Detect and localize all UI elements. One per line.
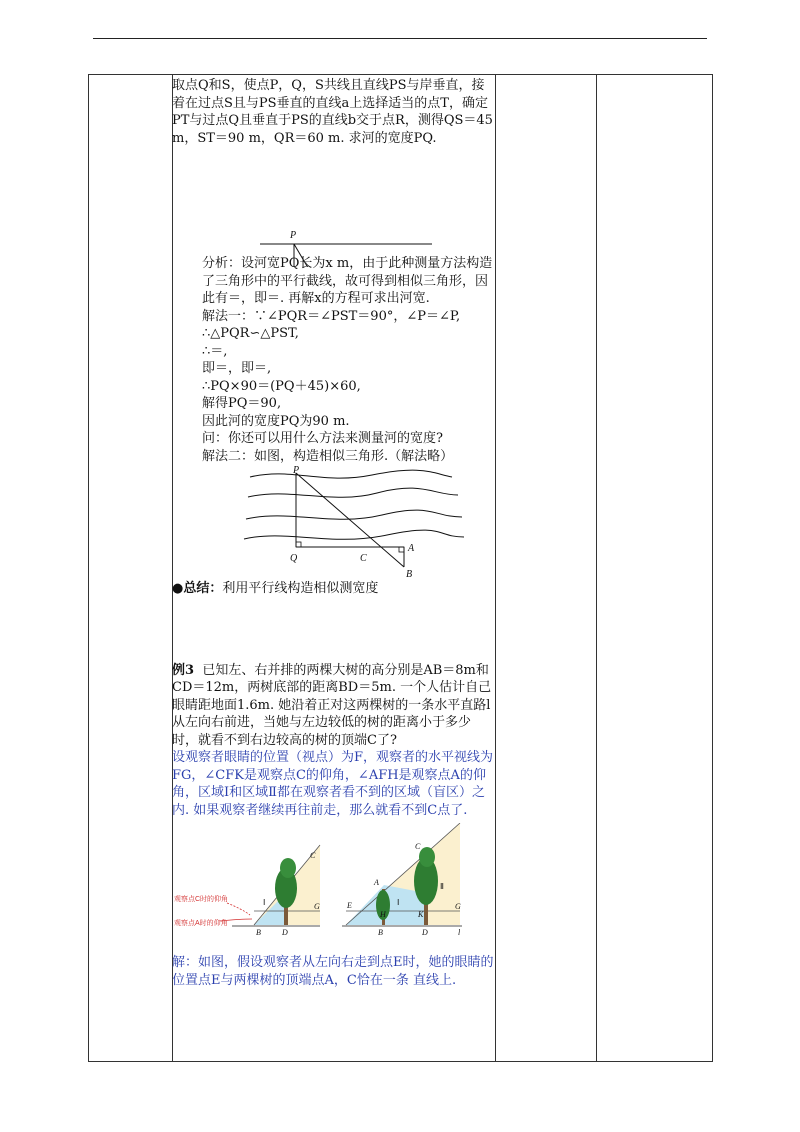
region-label: Ⅱ	[440, 882, 444, 891]
solution-line: 解法一：∵∠PQR＝∠PST＝90°，∠P＝∠P,	[202, 308, 461, 324]
river-figure-2	[172, 465, 494, 580]
main-content-cell	[172, 74, 494, 989]
example-label: 例3	[172, 662, 195, 678]
solution-line: ∴＝,	[202, 343, 228, 359]
point-label: G	[455, 902, 461, 911]
point-label: D	[422, 928, 428, 937]
header-rule	[93, 38, 707, 39]
solution-explanation: 解：如图，假设观察者从左向右走到点E时，她的眼睛的位置点E与两棵树的顶端点A，C恰在一条 直线上.	[172, 955, 494, 988]
point-label: C	[360, 553, 367, 564]
example-3	[172, 662, 494, 750]
problem-intro: 取点Q和S，使点P，Q，S共线且直线PS与岸垂直，接着在过点S且与PS垂直的直线a上选择适当的点T，确定PT与过点Q且垂直于PS的直线b交于点R，测得QS＝45 m，ST＝90 m，QR＝60 m. 求河的宽度PQ.	[172, 78, 493, 146]
solution-line: 解法二：如图，构造相似三角形.（解法略）	[202, 448, 454, 464]
point-label: E	[347, 901, 352, 910]
summary-label: ●总结：	[172, 581, 223, 596]
annotation-a-angle: 观察点A时的仰角	[174, 920, 228, 927]
region-label: Ⅰ	[397, 898, 400, 907]
point-label: A	[374, 878, 379, 887]
point-label: K	[418, 910, 424, 919]
river-figure-1	[172, 147, 494, 267]
point-label: C	[310, 851, 316, 860]
region-label: Ⅰ	[263, 898, 266, 907]
solution-one	[172, 308, 494, 466]
summary	[172, 580, 494, 598]
solution-line: ∴△PQR∽△PST,	[202, 326, 299, 341]
solution-line: 即＝，即＝,	[202, 361, 272, 376]
solution-line: ∴PQ×90＝(PQ＋45)×60,	[202, 378, 361, 394]
solution-line: 因此河的宽度PQ为90 m.	[202, 413, 350, 429]
summary-text: 利用平行线构造相似测宽度	[222, 581, 379, 596]
point-label: Q	[290, 553, 298, 564]
point-label: B	[378, 928, 383, 937]
analysis-text: 分析：设河宽PQ长为x m，由于此种测量方法构造了三角形中的平行截线，故可得到相似三角形，因此有＝，即＝. 再解x的方程可求出河宽.	[202, 256, 493, 306]
point-label: C	[415, 842, 421, 851]
point-label: B	[256, 928, 261, 937]
point-label: D	[282, 928, 288, 937]
solution-line: 问：你还可以用什么方法来测量河的宽度?	[202, 431, 443, 446]
example-text: 已知左、右并排的两棵大树的高分别是AB＝8m和CD＝12m，两树底部的距离BD＝5m. 一个人估计自己眼睛距地面1.6m. 她沿着正对这两棵树的一条水平直路l从左向右前进，当她与左边较低的树的距离小于多少时，就看不到右边较高的树的顶端C了?	[172, 662, 492, 748]
point-label: A	[408, 543, 415, 554]
tree-figures	[172, 823, 494, 958]
point-label: H	[380, 910, 386, 919]
column-divider	[495, 75, 496, 1061]
point-label: P	[290, 230, 297, 241]
point-label: B	[406, 569, 413, 580]
point-label: P	[293, 465, 300, 476]
solution-line: 解得PQ＝90,	[202, 396, 282, 411]
column-divider	[596, 75, 597, 1061]
line-label: l	[458, 928, 461, 937]
viewpoint-explanation: 设观察者眼睛的位置（视点）为F，观察者的水平视线为FG，∠CFK是观察点C的仰角，∠AFH是观察点A的仰角，区域Ⅰ和区域Ⅱ都在观察者看不到的区域（盲区）之内. 如果观察者继续再往前走，那么就看不到C点了.	[172, 750, 494, 818]
point-label: G	[314, 902, 320, 911]
annotation-c-angle: 观察点C时的仰角	[174, 896, 229, 903]
